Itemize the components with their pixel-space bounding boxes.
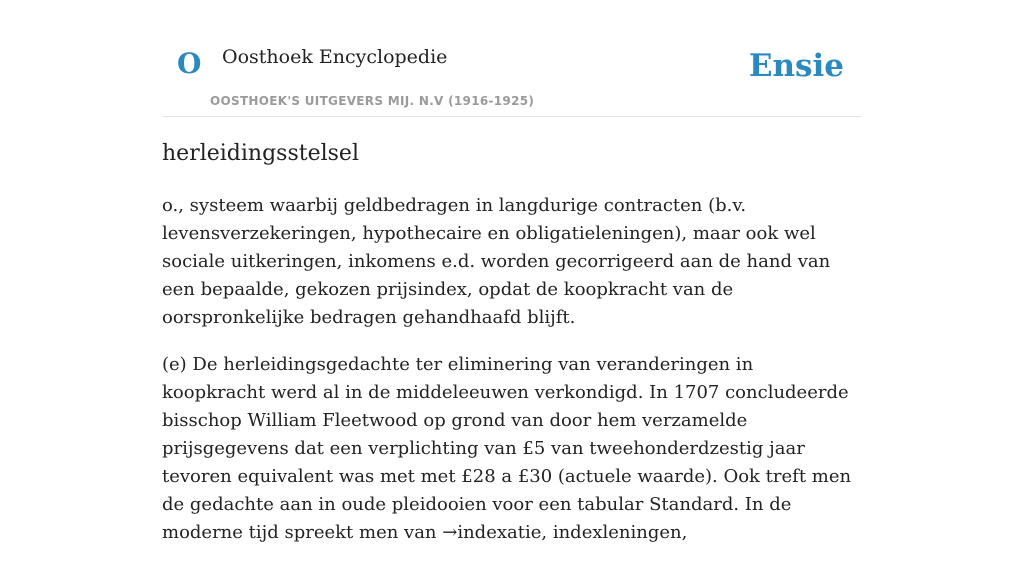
entry-paragraph: (e) De herleidingsgedachte ter eliminering van veranderingen in koopkracht werd al in de middeleeuwen verkondigd. In 1707 concludeerde bisschop William Fleetwood op grond van door hem verzamelde prijsgegevens dat een verplichting van £5 van tweehonderdzestig jaar tevoren equivalent was met met £28 a £30 (actuele waarde). Ook treft men de gedachte aan in oude pleidooien voor een tabular Standard. In de moderne tijd spreekt men van →indexatie, indexleningen, <box>162 354 852 543</box>
source-logo: O <box>177 47 202 80</box>
source-title[interactable]: Oosthoek Encyclopedie <box>222 46 448 68</box>
site-logo[interactable]: Ensie <box>748 48 844 84</box>
entry-paragraph: o., systeem waarbij geldbedragen in langdurige contracten (b.v. levensverzekeringen, hypothecaire en obligatieleningen), maar ook wel sociale uitkeringen, inkomens e.d. worden gecorrigeerd aan de hand van een bepaalde, gekozen prijsindex, opdat de koopkracht van de oorspronkelijke bedragen gehandhaafd blijft. <box>162 195 831 328</box>
source-subtitle: OOSTHOEK'S UITGEVERS MIJ. N.V (1916-1925) <box>210 94 535 108</box>
page <box>162 0 862 543</box>
source-header <box>162 0 862 117</box>
entry-body <box>162 192 862 566</box>
entry-title: herleidingsstelsel <box>162 141 359 166</box>
